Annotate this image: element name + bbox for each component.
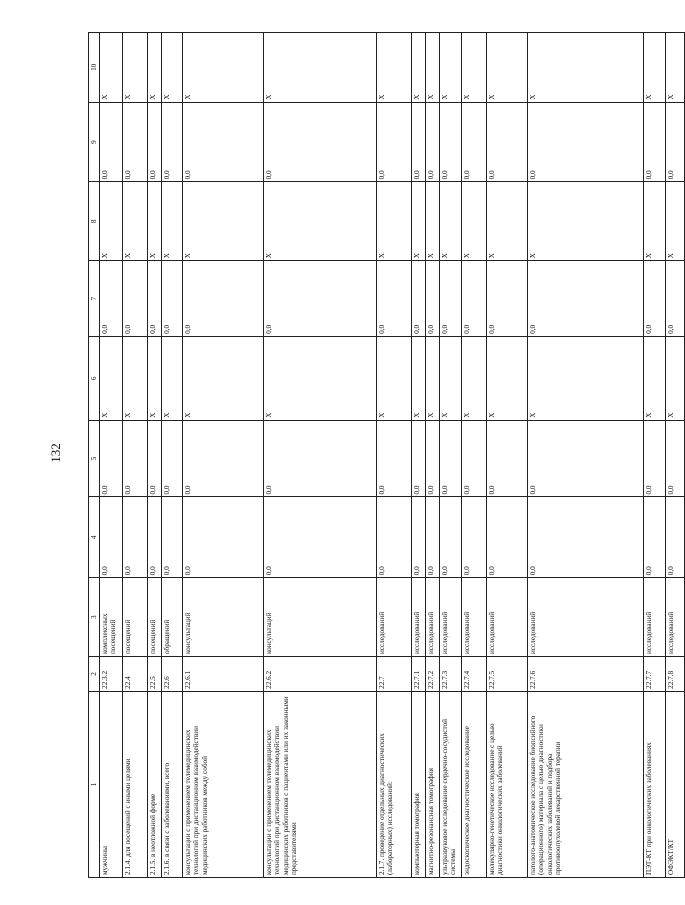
cell-c6: X <box>644 336 666 420</box>
cell-c9: 0,0 <box>412 102 426 182</box>
cell-c9: 0,0 <box>183 102 264 182</box>
cell-c5: 0,0 <box>412 420 426 497</box>
cell-c6: X <box>123 336 148 420</box>
cell-c4: 0,0 <box>440 497 462 578</box>
cell-c6: X <box>666 336 685 420</box>
cell-c7: 0,0 <box>162 261 183 337</box>
cell-unit: обращений <box>162 578 183 657</box>
cell-c5: 0,0 <box>162 420 183 497</box>
table-row <box>528 33 644 878</box>
cell-unit: консультаций <box>183 578 264 657</box>
cell-name: ультразвуковое исследование сердечно-сосудистой системы <box>440 691 462 877</box>
cell-c5: 0,0 <box>666 420 685 497</box>
cell-c4: 0,0 <box>377 497 412 578</box>
table-row <box>148 33 162 878</box>
header-cell-7: 7 <box>89 261 100 337</box>
cell-c10: X <box>123 33 148 103</box>
cell-unit: посещений <box>148 578 162 657</box>
cell-c9: 0,0 <box>666 102 685 182</box>
cell-c7: 0,0 <box>377 261 412 337</box>
cell-c4: 0,0 <box>162 497 183 578</box>
cell-unit: комплексных посещений <box>100 578 123 657</box>
cell-name: компьютерная томография <box>412 691 426 877</box>
cell-c10: X <box>426 33 440 103</box>
cell-name: консультации с применением телемедицинских технологий при дистанционном взаимодействии медицинских работников с пациентами или их законными представителями <box>264 691 377 877</box>
cell-c8: X <box>426 182 440 261</box>
cell-c6: X <box>440 336 462 420</box>
cell-c8: X <box>123 182 148 261</box>
table-row <box>123 33 148 878</box>
cell-c9: 0,0 <box>644 102 666 182</box>
cell-c10: X <box>264 33 377 103</box>
table-row <box>462 33 487 878</box>
cell-c10: X <box>162 33 183 103</box>
cell-c8: X <box>377 182 412 261</box>
cell-c5: 0,0 <box>100 420 123 497</box>
cell-code: 22.7.6 <box>528 657 644 692</box>
cell-c5: 0,0 <box>123 420 148 497</box>
cell-code: 22.3.2 <box>100 657 123 692</box>
table-row <box>644 33 666 878</box>
cell-unit: исследований <box>644 578 666 657</box>
cell-c5: 0,0 <box>183 420 264 497</box>
cell-unit: исследований <box>487 578 528 657</box>
header-cell-5: 5 <box>89 420 100 497</box>
cell-c10: X <box>183 33 264 103</box>
cell-c7: 0,0 <box>412 261 426 337</box>
cell-c9: 0,0 <box>528 102 644 182</box>
cell-code: 22.4 <box>123 657 148 692</box>
cell-c6: X <box>528 336 644 420</box>
cell-name: молекулярно-генетическое исследование с целью диагностики онкологических заболеваний <box>487 691 528 877</box>
cell-c5: 0,0 <box>264 420 377 497</box>
data-table <box>88 32 685 878</box>
cell-c9: 0,0 <box>148 102 162 182</box>
cell-c6: X <box>183 336 264 420</box>
cell-c6: X <box>162 336 183 420</box>
cell-name: 2.1.4. для посещений с иными целями <box>123 691 148 877</box>
header-cell-9: 9 <box>89 102 100 182</box>
cell-c4: 0,0 <box>666 497 685 578</box>
header-cell-2: 2 <box>89 657 100 692</box>
cell-c5: 0,0 <box>528 420 644 497</box>
cell-code: 22.6.1 <box>183 657 264 692</box>
cell-c8: X <box>666 182 685 261</box>
cell-c9: 0,0 <box>426 102 440 182</box>
cell-c5: 0,0 <box>462 420 487 497</box>
cell-c9: 0,0 <box>162 102 183 182</box>
cell-c10: X <box>440 33 462 103</box>
table-container <box>88 32 675 878</box>
cell-c6: X <box>426 336 440 420</box>
cell-unit: исследований <box>528 578 644 657</box>
cell-code: 22.6 <box>162 657 183 692</box>
cell-c10: X <box>148 33 162 103</box>
cell-name: 2.1.5. в неотложной форме <box>148 691 162 877</box>
cell-c8: X <box>412 182 426 261</box>
cell-code: 22.7.7 <box>644 657 666 692</box>
page-number-text: 132 <box>48 443 63 463</box>
cell-code: 22.7.1 <box>412 657 426 692</box>
cell-unit: исследований <box>377 578 412 657</box>
cell-c8: X <box>100 182 123 261</box>
cell-c10: X <box>377 33 412 103</box>
cell-c8: X <box>148 182 162 261</box>
cell-c6: X <box>412 336 426 420</box>
header-cell-8: 8 <box>89 182 100 261</box>
cell-c9: 0,0 <box>462 102 487 182</box>
cell-c4: 0,0 <box>644 497 666 578</box>
table-row <box>377 33 412 878</box>
header-cell-4: 4 <box>89 497 100 578</box>
cell-c10: X <box>100 33 123 103</box>
table-row <box>666 33 685 878</box>
cell-c7: 0,0 <box>666 261 685 337</box>
cell-unit: посещений <box>123 578 148 657</box>
cell-c7: 0,0 <box>528 261 644 337</box>
cell-c5: 0,0 <box>644 420 666 497</box>
cell-c8: X <box>644 182 666 261</box>
cell-unit: консультаций <box>264 578 377 657</box>
cell-unit: исследований <box>462 578 487 657</box>
cell-c4: 0,0 <box>528 497 644 578</box>
cell-code: 22.6.2 <box>264 657 377 692</box>
header-cell-1: 1 <box>89 691 100 877</box>
cell-code: 22.7.3 <box>440 657 462 692</box>
cell-c5: 0,0 <box>426 420 440 497</box>
cell-c8: X <box>440 182 462 261</box>
cell-c4: 0,0 <box>100 497 123 578</box>
page-number <box>44 441 68 465</box>
cell-c7: 0,0 <box>148 261 162 337</box>
table-row <box>487 33 528 878</box>
cell-c7: 0,0 <box>487 261 528 337</box>
cell-c8: X <box>528 182 644 261</box>
cell-c8: X <box>183 182 264 261</box>
cell-code: 22.7.4 <box>462 657 487 692</box>
cell-c7: 0,0 <box>100 261 123 337</box>
cell-c6: X <box>377 336 412 420</box>
table-row <box>100 33 123 878</box>
cell-c4: 0,0 <box>123 497 148 578</box>
cell-unit: исследований <box>440 578 462 657</box>
cell-c9: 0,0 <box>377 102 412 182</box>
table-row <box>412 33 426 878</box>
cell-c7: 0,0 <box>183 261 264 337</box>
cell-name: консультации с применением телемедицинских технологий при дистанционном взаимодействии медицинских работников между собой <box>183 691 264 877</box>
cell-c6: X <box>264 336 377 420</box>
cell-c4: 0,0 <box>264 497 377 578</box>
cell-unit: исследований <box>412 578 426 657</box>
cell-c6: X <box>100 336 123 420</box>
cell-c10: X <box>528 33 644 103</box>
table-row <box>440 33 462 878</box>
cell-c4: 0,0 <box>426 497 440 578</box>
cell-code: 22.5 <box>148 657 162 692</box>
header-cell-6: 6 <box>89 336 100 420</box>
cell-name: эндоскопическое диагностическое исследование <box>462 691 487 877</box>
cell-name: 2.1.6. в связи с заболеваниями, всего <box>162 691 183 877</box>
cell-name: патолого-анатомическое исследование биопсийного (операционного) материала с целью диагностики онкологических заболеваний и подбора противоопухолевой лекарственной терапии <box>528 691 644 877</box>
cell-c6: X <box>487 336 528 420</box>
cell-c4: 0,0 <box>412 497 426 578</box>
cell-c9: 0,0 <box>487 102 528 182</box>
cell-c8: X <box>264 182 377 261</box>
cell-c8: X <box>162 182 183 261</box>
cell-c5: 0,0 <box>487 420 528 497</box>
cell-c7: 0,0 <box>440 261 462 337</box>
cell-code: 22.7.8 <box>666 657 685 692</box>
cell-c9: 0,0 <box>440 102 462 182</box>
cell-c10: X <box>412 33 426 103</box>
cell-unit: исследований <box>666 578 685 657</box>
cell-code: 22.7 <box>377 657 412 692</box>
cell-c5: 0,0 <box>440 420 462 497</box>
table-row <box>264 33 377 878</box>
cell-c7: 0,0 <box>462 261 487 337</box>
cell-code: 22.7.5 <box>487 657 528 692</box>
cell-c10: X <box>487 33 528 103</box>
header-cell-10: 10 <box>89 33 100 103</box>
header-cell-3: 3 <box>89 578 100 657</box>
cell-c10: X <box>462 33 487 103</box>
cell-c4: 0,0 <box>183 497 264 578</box>
cell-c8: X <box>487 182 528 261</box>
cell-unit: исследований <box>426 578 440 657</box>
cell-c4: 0,0 <box>487 497 528 578</box>
table-row <box>162 33 183 878</box>
cell-c4: 0,0 <box>462 497 487 578</box>
cell-code: 22.7.2 <box>426 657 440 692</box>
cell-c5: 0,0 <box>377 420 412 497</box>
cell-c7: 0,0 <box>426 261 440 337</box>
header-row <box>89 33 100 878</box>
cell-c9: 0,0 <box>123 102 148 182</box>
cell-name: магнитно-резонансная томография <box>426 691 440 877</box>
cell-c4: 0,0 <box>148 497 162 578</box>
cell-c5: 0,0 <box>148 420 162 497</box>
cell-c8: X <box>462 182 487 261</box>
cell-c6: X <box>148 336 162 420</box>
cell-c10: X <box>666 33 685 103</box>
cell-name: 2.1.7. проведение отдельных диагностических (лабораторных) исследований: <box>377 691 412 877</box>
cell-c10: X <box>644 33 666 103</box>
cell-c9: 0,0 <box>100 102 123 182</box>
cell-c7: 0,0 <box>264 261 377 337</box>
cell-c7: 0,0 <box>644 261 666 337</box>
cell-c7: 0,0 <box>123 261 148 337</box>
table-row <box>183 33 264 878</box>
table-row <box>426 33 440 878</box>
cell-name: ОФЭКТ/КТ <box>666 691 685 877</box>
cell-c9: 0,0 <box>264 102 377 182</box>
cell-name: ПЭТ-КТ при онкологических заболеваниях <box>644 691 666 877</box>
cell-name: мужчины <box>100 691 123 877</box>
cell-c6: X <box>462 336 487 420</box>
